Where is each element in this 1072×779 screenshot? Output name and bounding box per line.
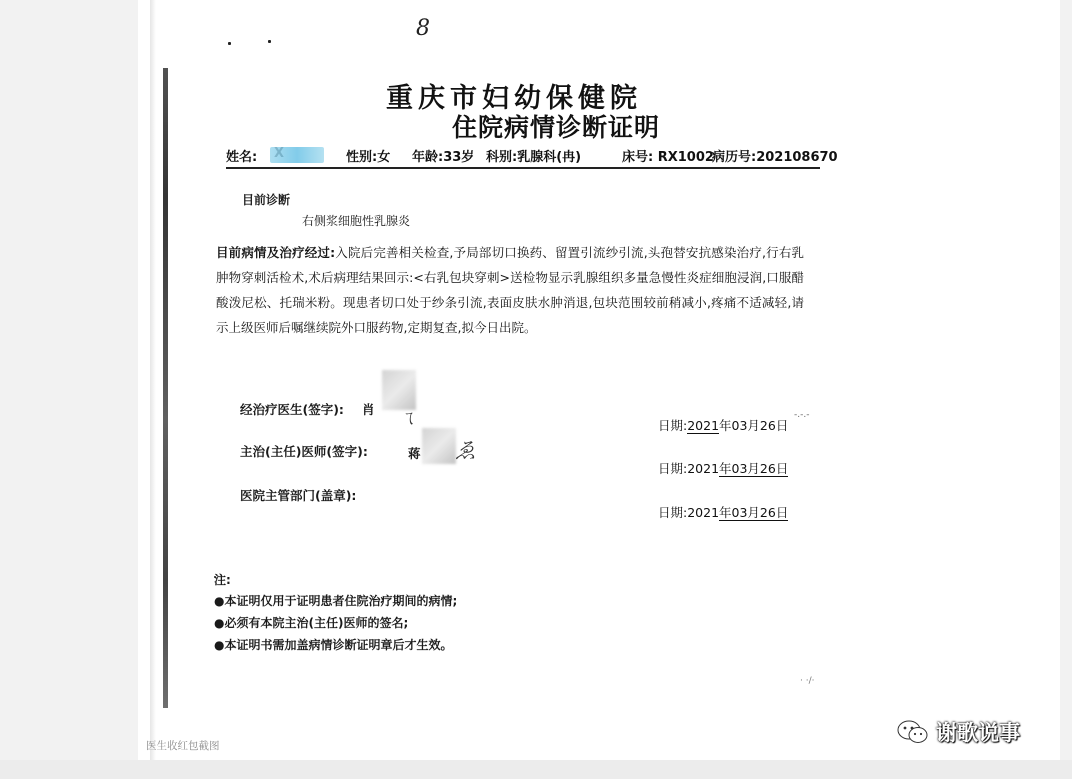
signature-scribble: ㄟ bbox=[398, 408, 416, 429]
note-item: ●本证明书需加盖病情诊断证明章后才生效。 bbox=[214, 638, 453, 652]
department-field: 科别:乳腺科(冉) bbox=[486, 150, 582, 165]
gender-field: 性别:女 bbox=[346, 150, 391, 165]
attending-doctor-name: 肖 bbox=[362, 402, 375, 417]
diagnosis-text: 右侧浆细胞性乳腺炎 bbox=[302, 214, 411, 228]
chief-physician-name: 蒋 bbox=[408, 446, 421, 461]
date-year: 2021 bbox=[687, 418, 720, 433]
attending-doctor-label: 经治疗医生(签字): bbox=[240, 402, 344, 417]
left-gutter bbox=[0, 0, 138, 779]
hospital-department-label: 医院主管部门(盖章): bbox=[240, 488, 357, 503]
notes-section bbox=[214, 570, 614, 650]
date-label: 日期: bbox=[658, 418, 688, 433]
note-item: ●本证明仅用于证明患者住院治疗期间的病情; bbox=[214, 594, 458, 608]
right-gutter bbox=[1060, 0, 1072, 779]
diagnosis-label: 目前诊断 bbox=[242, 193, 291, 207]
watermark bbox=[896, 712, 1046, 752]
faint-stamp-mark: -.-.- bbox=[794, 410, 810, 420]
handwritten-page-number: 8 bbox=[416, 16, 430, 41]
date-line-3 bbox=[658, 503, 788, 521]
notes-title: 注: bbox=[214, 573, 231, 587]
scan-edge-shadow bbox=[150, 0, 156, 760]
header-rule bbox=[226, 167, 820, 169]
watermark-text: 谢歌说事 bbox=[936, 721, 1020, 745]
signature-scribble: ゑ bbox=[454, 439, 477, 464]
image-caption: 医生收红包截图 bbox=[146, 740, 220, 752]
hospital-name: 重庆市妇幼保健院 bbox=[386, 83, 642, 114]
date-line-2 bbox=[658, 459, 788, 477]
scan-speck bbox=[228, 42, 231, 45]
date-rest: 年03月26日 bbox=[719, 418, 789, 433]
name-redaction bbox=[270, 147, 324, 163]
chief-physician-label: 主治(主任)医师(签字): bbox=[240, 444, 368, 459]
date-rest: 年03月26日 bbox=[719, 505, 789, 520]
name-label: 姓名: bbox=[226, 150, 258, 165]
narrative-text: 入院后完善相关检查,予局部切口换药、留置引流纱引流,头孢替安抗感染治疗,行右乳肿物穿刺活检术,术后病理结果回示:<右乳包块穿刺>送检物显示乳腺组织多量急慢性炎症细胞浸润,口服醋酸泼尼松、托瑞米粉。现患者切口处于纱条引流,表面皮肤水肿消退,包块范围较前稍减小,疼痛不适减轻,请示上级医师后嘱继续院外口服药物,定期复查,拟今日出院。 bbox=[216, 245, 805, 335]
bottom-strip bbox=[0, 760, 1072, 779]
scan-binding-edge bbox=[163, 68, 168, 708]
treatment-narrative bbox=[216, 240, 805, 335]
date-year: 2021 bbox=[687, 461, 720, 476]
bed-field: 床号: RX1002 bbox=[622, 150, 714, 165]
narrative-label: 目前病情及治疗经过: bbox=[216, 245, 336, 260]
date-label: 日期: bbox=[658, 505, 688, 520]
date-line-1 bbox=[658, 416, 788, 434]
wechat-icon bbox=[896, 718, 930, 746]
date-label: 日期: bbox=[658, 461, 688, 476]
date-rest: 年03月26日 bbox=[719, 461, 789, 476]
note-item: ●必须有本院主治(主任)医师的签名; bbox=[214, 616, 409, 630]
document-title: 住院病情诊断证明 bbox=[452, 113, 661, 142]
signature-redaction bbox=[422, 428, 456, 464]
faint-corner-mark: · ·/· bbox=[800, 676, 815, 686]
date-year: 2021 bbox=[687, 505, 720, 520]
age-field: 年龄:33岁 bbox=[412, 150, 475, 165]
record-number-field: 病历号:202108670 bbox=[712, 150, 838, 165]
scan-speck bbox=[268, 40, 271, 43]
